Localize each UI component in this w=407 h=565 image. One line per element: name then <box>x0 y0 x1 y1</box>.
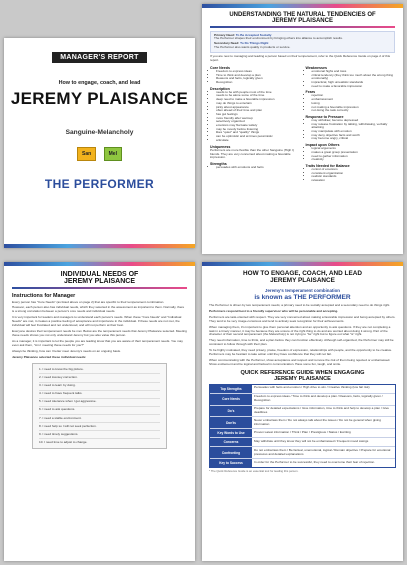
engage-paragraph: The Performer is driven by two temperament needs; a primary need to be socially accepted and a secondary need to do things right. <box>209 303 391 307</box>
table-row: Core Needs Freedom to express ideas / Time to think and develop a plan / Reasons, facts, logically given / Recognition <box>210 394 395 406</box>
response-list <box>306 119 396 141</box>
cover-name: JEREMY PLAISANCE <box>10 89 189 108</box>
impact-list <box>306 147 396 162</box>
list-item: • logical arguments <box>312 147 396 151</box>
list-item: • deep need to make a favorable impression <box>216 98 300 102</box>
uniqueness-heading: Uniqueness <box>210 144 231 149</box>
list-item: • critical tendency (they think too much about the wrong thing emotionally) <box>312 74 396 81</box>
list-item: • may become angry, critical <box>312 137 396 141</box>
core-needs-list <box>210 70 300 85</box>
combo-known-as: is known as THE PERFORMER <box>254 294 351 301</box>
quick-ref-table <box>209 384 396 468</box>
list-item: 4. I need to have frequent talks. <box>39 391 160 399</box>
instruction-paragraph: It is very important for leaders and managers to understand each person's needs. When these "Core Needs" and "Individual Needs" are met, it creates a positive feeling of acceptance and importance in the individual. If these needs are not met, the individual will feel frustrated and not understood, and will not perform at their best. <box>12 315 182 328</box>
list-item: • consistent organization <box>312 172 396 176</box>
engage-paragraph: They need information, time to think, and a plan before they can function effectively. Although self-organized, the Performer may still be consistent to follow through with their plan. <box>209 338 394 347</box>
table-row: Key to Success In order for the Performer to be successful, they need to overcome their fear of rejection. <box>210 459 395 467</box>
table-row: Confronting Do not embarrass them / Be factual, unemotional, logical / Remain objective / Prepare for emotional pressures and detailed explanations <box>210 447 395 459</box>
list-item: • may do things to entertain <box>216 102 300 106</box>
tendencies-intro: If you are new to managing and leading a person based on their temperament, refer to the Quick Reference Guide on page 2 of this report. <box>210 54 391 63</box>
cover-temperament: Sanguine-Melancholy <box>65 129 134 136</box>
table-row: Concerns May withdraw until they know they will not be embarrassed / Frequent mood swings <box>210 438 395 447</box>
chip-melancholy: Mel <box>104 147 122 161</box>
title-rule <box>210 26 395 28</box>
cover-role: THE PERFORMER <box>44 177 155 191</box>
traits-list <box>306 168 396 183</box>
list-item: • articulate <box>216 139 300 143</box>
response-heading: Response to Pressure <box>305 114 344 119</box>
tendencies-title-line1: UNDERSTANDING THE NATURAL TENDENCIES OF <box>229 12 376 18</box>
quick-ref-title-line2: JEREMY PLAISANCE <box>274 375 331 382</box>
list-item: • may release frustration by talking, withdrawing, verbally attacking <box>312 123 396 130</box>
list-item: • Freedom to express ideas <box>216 70 300 74</box>
primary-need-value: To Be Accepted Socially <box>235 32 272 37</box>
engage-paragraph: When communicating with the Performer, show acceptance and respect and remove the risk of them being rejected or embarrassed. Show excitement and be logical and factual in communication. Have some fun, laugh, and smile. <box>209 357 391 366</box>
list-item: • may manipulate with emotion <box>312 130 396 134</box>
fears-list <box>306 94 396 113</box>
table-row: Don'ts Never embarrass them / Do not always talk about the issues / Do not be general when giving information <box>210 417 395 429</box>
list-item: • impractical, high unrealistic standards <box>312 81 396 85</box>
list-item: • embarrassment <box>312 98 396 102</box>
top-color-bar <box>202 4 403 8</box>
top-color-bar <box>4 262 195 266</box>
list-item: • need to make a favorable impression <box>312 85 396 89</box>
list-item: • needs to be with people most of the time <box>216 91 300 95</box>
list-item: • emotions may fluctuate widely <box>216 124 300 128</box>
combo-label: Jeremy's temperament combination <box>265 288 340 293</box>
engage-paragraph: Performers are task-oriented with respect. They are very concerned about making a favorable impression and being accepted by others. They tend to be very image-conscious and tend to actively seek recognition for their achievements. <box>209 314 396 323</box>
list-item: • emotional highs and lows <box>312 70 396 74</box>
instruction-paragraph: Every person has "Core Needs" (as listed above on page 2) that are specific to their temperament combination. <box>12 299 165 304</box>
selected-needs-label: Jeremy Plaisance selected these individual needs: <box>12 355 87 360</box>
list-item: • needs to be alone some of the time <box>216 94 300 98</box>
list-item: • creativity <box>312 158 396 162</box>
list-item: 8. I need help so I will not seek perfection. <box>39 423 160 431</box>
weaknesses-heading: Weaknesses <box>305 65 328 70</box>
cover-color-bar <box>4 244 195 248</box>
instruction-paragraph: However, each person also has individual needs, which they selected in the assessment as important to them. Normally, there is a strong correlation between a person's core needs and individual needs. <box>12 305 185 314</box>
top-color-bar <box>202 262 403 266</box>
strengths-heading: Strengths <box>210 162 227 167</box>
list-item: • more friendly after warmup <box>216 117 300 121</box>
engage-paragraph: When managing them, it's important to give them personal attention and an opportunity to ask questions. If they are not completing a task in a timely manner, it may be because they are unsure of the right thing to do and are worried about doing it wrong. Part of the character of their second temperament (the Melancholy) is not trying to "be" right but to figure out what "is" right. <box>209 324 391 337</box>
description-list <box>210 91 300 143</box>
list-item: 3. I need to learn by doing. <box>39 383 160 391</box>
description-heading: Description <box>210 86 230 91</box>
report-cover-page <box>4 38 195 248</box>
table-row: Do's Prepare for detailed expectations / Give information, time to think and help to develop a plan / Give deadlines <box>210 406 395 418</box>
needs-box <box>210 31 395 54</box>
list-item: 9. I need timely suggestions. <box>39 431 160 439</box>
list-item: 5. I need tolerance when I get aggressive. <box>39 399 160 407</box>
quick-ref-footnote: * The Quick Reference Guide is an essential tool for leading this person. <box>209 469 299 474</box>
list-item: • rejection <box>312 94 396 98</box>
list-item: 6. I need to ask questions. <box>39 407 160 415</box>
tendencies-title-line2: JEREMY PLAISANCE <box>272 18 333 24</box>
engage-title-line2: JEREMY PLAISANCE <box>270 277 335 284</box>
list-item: • likes "quiet" and "quality" things <box>216 131 300 135</box>
engage-coach-lead-page <box>202 262 403 561</box>
title-rule <box>12 287 187 289</box>
needs-title-line2: JEREMY PLAISANCE <box>63 278 136 285</box>
instruction-paragraph: As a manager, it is important to let the people you are leading know that you are aware of their temperament needs. You may even ask them, "Am I meeting these needs for you?" <box>12 338 183 347</box>
list-item: • not doing the task correctly <box>312 109 396 113</box>
list-item: • Recognition <box>216 81 300 85</box>
list-item: • losing <box>312 102 396 106</box>
uniqueness-desc: Performers are more flexible than the other Sanguine (High I) blends. They are very concerned about making a favorable impression. <box>210 147 294 160</box>
list-item: • may withdraw, become depressed <box>312 119 396 123</box>
impact-heading: Impact upon Others <box>305 143 340 148</box>
list-item: • control of emotions <box>312 168 396 172</box>
list-item: • makes a great group presentation <box>312 151 396 155</box>
engage-paragraph: To be highly motivated, they need privacy, praise, freedom of expression, relationships with people, and the opportunity to be creative. Performers may be hesitant to take action until they have confidence that they will not fail. <box>209 348 393 357</box>
list-item: • often ahead of their time and plan <box>216 109 300 113</box>
list-item: 10. I need time to adjust to change. <box>39 439 88 444</box>
quick-ref-title-line1: QUICK REFERENCE GUIDE WHEN ENGAGING <box>240 369 365 376</box>
engage-title-line1: HOW TO ENGAGE, COACH, AND LEAD <box>243 270 362 277</box>
engage-paragraph-bold: Performers respond best to a friendly supervisor who will be personable and accepting. <box>209 308 339 313</box>
primary-need-desc: The Performer shapes their environment by bringing others into alliance to accomplish results. <box>214 36 343 41</box>
strengths-list <box>210 166 300 170</box>
chip-sanguine: San <box>77 147 96 161</box>
list-item: • has gut feelings <box>216 113 300 117</box>
needs-title-line1: INDIVIDUAL NEEDS OF <box>60 271 139 278</box>
instruction-paragraph: Always be thinking, how can I better meet Jeremy's needs on an ongoing basis. <box>12 348 121 353</box>
list-item: • relaxation <box>312 179 396 183</box>
secondary-need-label: Secondary Need: <box>214 41 240 46</box>
natural-tendencies-page <box>202 4 403 254</box>
list-item: • not making a favorable impression <box>312 106 396 110</box>
individual-needs-page <box>4 262 195 561</box>
list-item: 2. I need low-key correction. <box>39 374 160 382</box>
instruction-paragraph: Everyone desires their temperament needs be met. Below are the temperament needs that Jeremy Plaisance selected. Meeting these needs shows you not only understand Jeremy but you also value this person. <box>12 328 187 337</box>
list-item: • may be moody before listening <box>216 128 300 132</box>
list-item: • can be optimistic and at times pessimistic <box>216 135 300 139</box>
managers-report-badge: MANAGER'S REPORT <box>52 52 146 63</box>
instructions-heading: Instructions for Manager <box>12 292 76 299</box>
secondary-need-desc: The Performer also wants quality in products or service. <box>214 45 291 50</box>
list-item: 7. I need a stable environment. <box>39 415 160 423</box>
fears-heading: Fears <box>305 90 316 95</box>
core-needs-heading: Core Needs <box>210 65 230 70</box>
primary-need-label: Primary Need: <box>214 32 235 37</box>
cover-subtitle: How to engage, coach, and lead <box>58 80 141 86</box>
list-item: 1. I need to know the big picture. <box>39 366 160 374</box>
list-item: • need to gather information <box>312 155 396 159</box>
table-row: Top Strengths Persuades with facts and emotion / High drive to win / Creative thinking (low fail risk) <box>210 385 395 394</box>
list-item: • may deny objective facts and worth <box>312 134 396 138</box>
secondary-need-value: To Do Things Right <box>240 41 269 46</box>
list-item: • Reasons and facts, logically given <box>216 77 300 81</box>
list-item: • picky about appearance <box>216 106 300 110</box>
list-item: • realistic standards <box>312 175 396 179</box>
table-row: Key Words to Use Proven Latest information / Think / Plan / Prestigious / Status / Exciting <box>210 429 395 438</box>
selected-needs-box <box>32 363 167 449</box>
list-item: • Time to think and develop a plan <box>216 74 300 78</box>
list-item: • selectively organized <box>216 120 300 124</box>
weaknesses-list <box>306 70 396 89</box>
list-item: • persuades with emotions and facts <box>216 166 300 170</box>
traits-heading: Traits Needed for Balance <box>305 164 350 168</box>
